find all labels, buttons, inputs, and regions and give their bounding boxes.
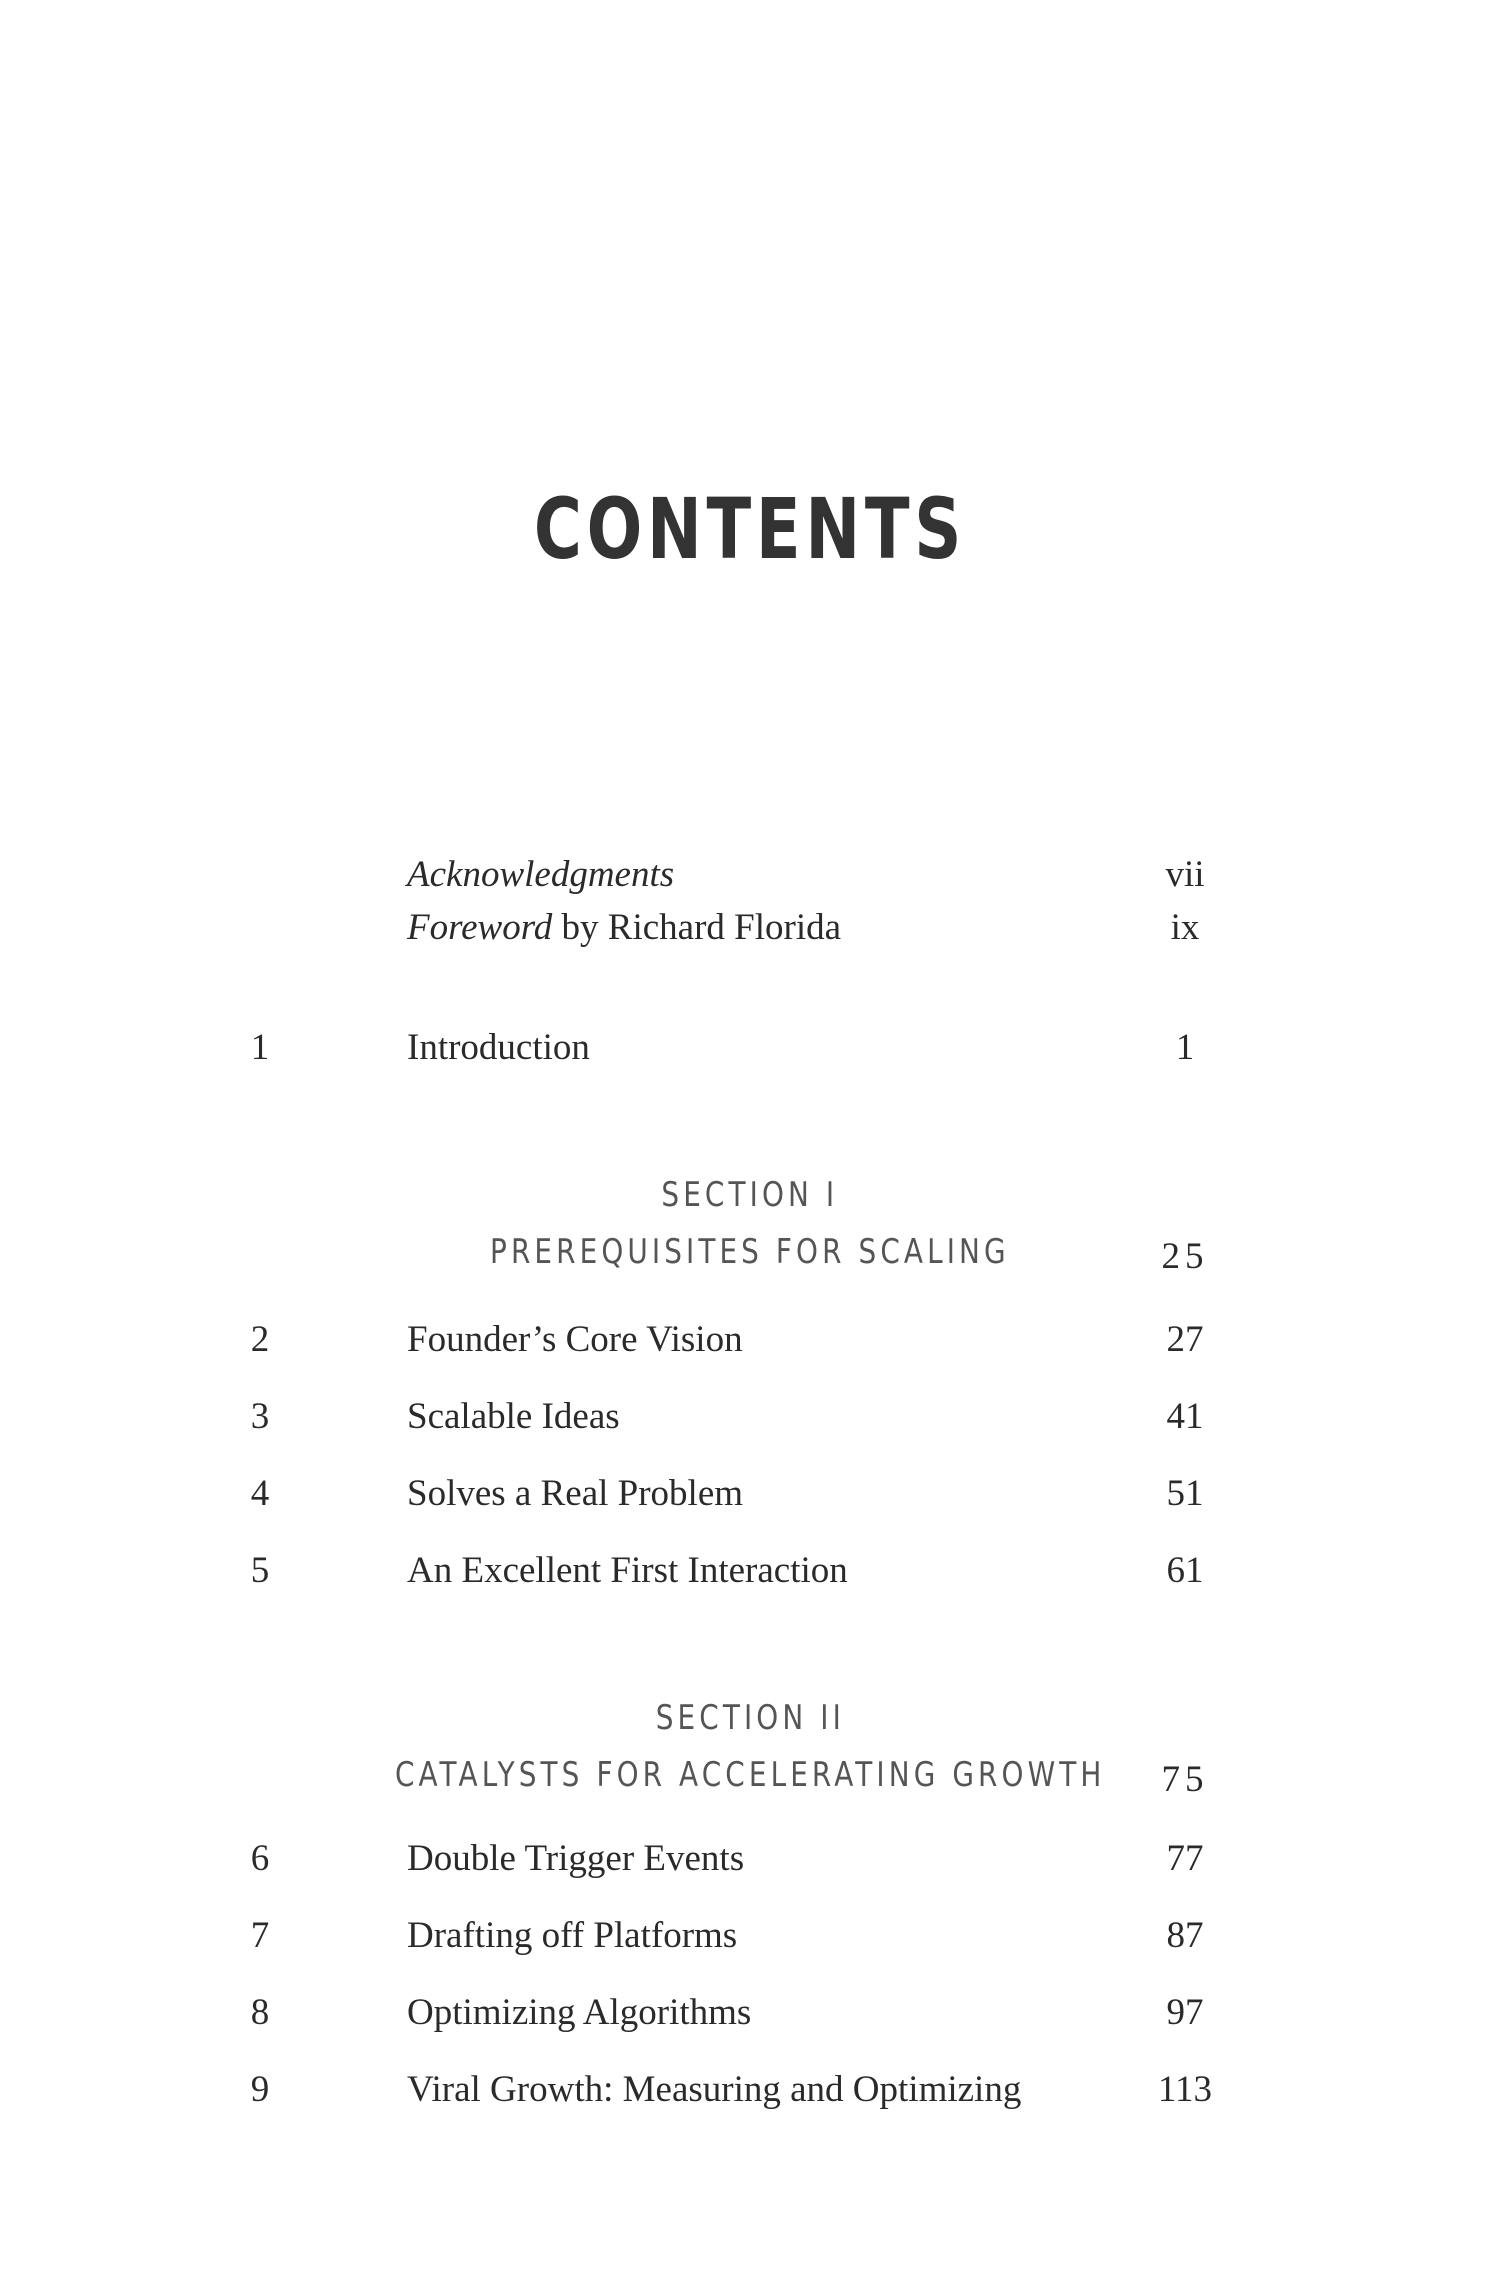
- toc-row-chapter: [0, 1387, 1500, 1447]
- toc-entry-title: Scalable Ideas: [407, 1396, 620, 1437]
- toc-chapter-number: 8: [250, 1992, 270, 2033]
- toc-entry-title: Drafting off Platforms: [407, 1915, 738, 1956]
- toc-entry-title: Optimizing Algorithms: [407, 1992, 752, 2033]
- section-label: SECTION I: [661, 1175, 839, 1215]
- toc-page-number: 1: [1175, 1027, 1195, 1068]
- toc-row-chapter: [0, 1541, 1500, 1601]
- page-title: CONTENTS: [533, 480, 967, 578]
- toc-page-number: ix: [1170, 907, 1200, 948]
- section-title: CATALYSTS FOR ACCELERATING GROWTH 75: [0, 1755, 1500, 1795]
- toc-entry-title: Introduction: [407, 1027, 590, 1068]
- toc-page-number: vii: [1165, 854, 1205, 895]
- toc-entry-title: Founder’s Core Vision: [407, 1319, 743, 1360]
- toc-page-number: 27: [1166, 1319, 1204, 1360]
- toc-chapter-number: 2: [250, 1319, 270, 1360]
- toc-entry-foreword-label: Foreword: [407, 907, 553, 948]
- toc-chapter-number: 5: [250, 1550, 270, 1591]
- toc-chapter-number: 3: [250, 1396, 270, 1437]
- toc-entry-title: [407, 898, 841, 958]
- toc-row-foreword: [0, 898, 1500, 958]
- toc-row-chapter: [0, 2060, 1500, 2120]
- toc-row-chapter: [0, 1906, 1500, 1966]
- toc-page-number: 61: [1166, 1550, 1204, 1591]
- toc-chapter-number: 1: [250, 1027, 270, 1068]
- toc-entry-title: Viral Growth: Measuring and Optimizing: [407, 2069, 1022, 2110]
- section-page-number: 75: [1161, 1759, 1209, 1800]
- toc-chapter-number: 7: [250, 1915, 270, 1956]
- toc-page-number: 41: [1166, 1396, 1204, 1437]
- toc-entry-byline: by Richard Florida: [552, 907, 842, 948]
- toc-chapter-number: 4: [250, 1473, 270, 1514]
- toc-row-chapter: [0, 1983, 1500, 2043]
- toc-page-number: 51: [1166, 1473, 1204, 1514]
- toc-page-number: 77: [1166, 1838, 1204, 1879]
- toc-page-number: 113: [1157, 2069, 1213, 2110]
- section-page-number: 25: [1161, 1236, 1209, 1277]
- toc-row-chapter: [0, 1310, 1500, 1370]
- toc-entry-title: Solves a Real Problem: [407, 1473, 744, 1514]
- toc-entry-title: Acknowledgments: [407, 854, 675, 895]
- toc-chapter-number: 9: [250, 2069, 270, 2110]
- section-label: SECTION II: [655, 1698, 845, 1738]
- toc-row-chapter: [0, 1829, 1500, 1889]
- toc-page-number: 87: [1166, 1915, 1204, 1956]
- toc-row-introduction: [0, 1018, 1500, 1078]
- toc-entry-title: An Excellent First Interaction: [407, 1550, 848, 1591]
- toc-entry-title: Double Trigger Events: [407, 1838, 745, 1879]
- section-title: PREREQUISITES FOR SCALING 25: [0, 1232, 1500, 1272]
- toc-chapter-number: 6: [250, 1838, 270, 1879]
- toc-row-chapter: [0, 1464, 1500, 1524]
- toc-row-acknowledgments: [0, 845, 1500, 905]
- toc-page-number: 97: [1166, 1992, 1204, 2033]
